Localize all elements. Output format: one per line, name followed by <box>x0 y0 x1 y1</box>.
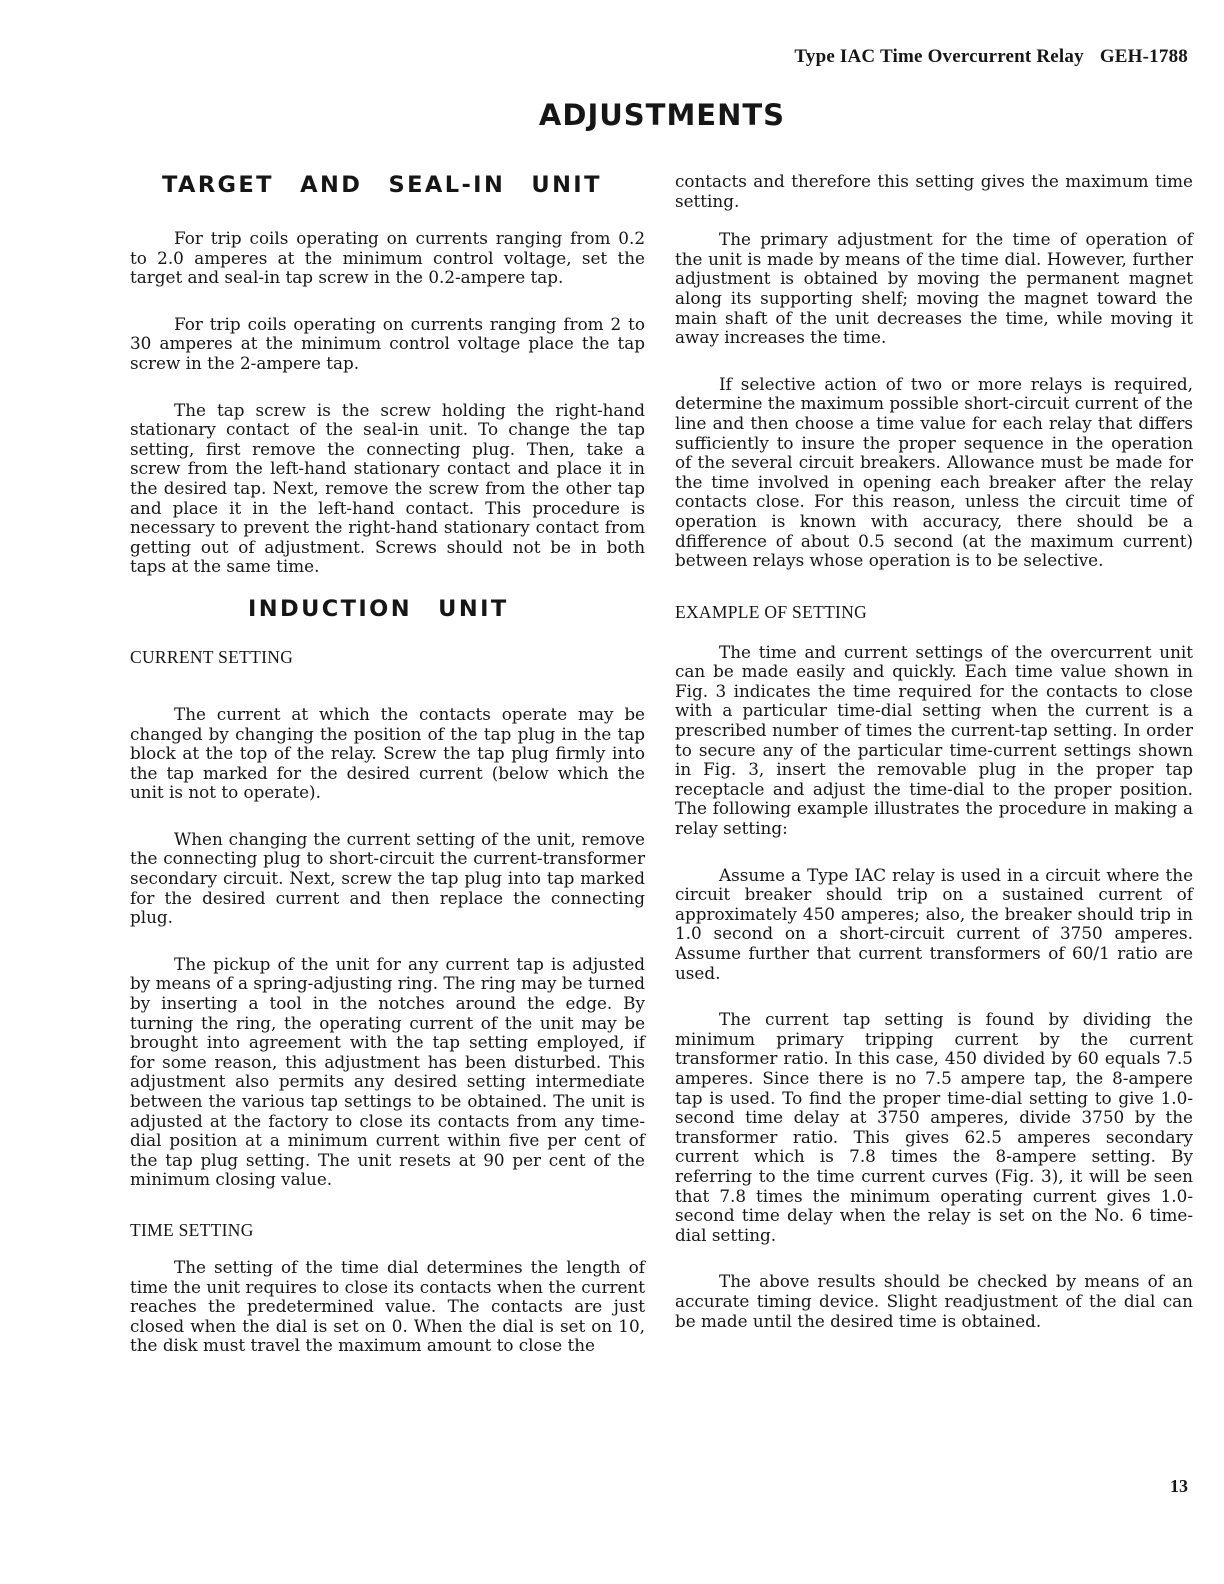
document-number: GEH-1788 <box>1099 46 1188 67</box>
paragraph: The above results should be checked by means of an accurate timing device. Slight readjustment of the dial can be made until the desired time is obtained. <box>675 1271 1193 1331</box>
paragraph: The time and current settings of the overcurrent unit can be made easily and quickly. Each time value shown in Fig. 3 indicates the time required for the contacts to close with a particular time-dial setting when the current is a prescribed number of times the current-tap setting. In order to secure any of the particular time-current settings shown in Fig. 3, insert the removable plug in the proper tap receptacle and adjust the time-dial to the proper position. The following example illustrates the procedure in making a relay setting: <box>675 641 1193 839</box>
paragraph: The current tap setting is found by dividing the minimum primary tripping current by the current transformer ratio. In this case, 450 divided by 60 equals 7.5 amperes. Since there is no 7.5 ampere tap, the 8-ampere tap is used. To find the proper time-dial setting to give 1.0-second time delay at 3750 amperes, divide 3750 by the transformer ratio. This gives 62.5 amperes secondary current which is 7.8 times the 8-ampere setting. By referring to the time current curves (Fig. 3), it will be seen that 7.8 times the minimum operating current gives 1.0-second time delay when the relay is set on the No. 6 time-dial setting. <box>675 1009 1193 1245</box>
right-column <box>675 172 1193 1350</box>
subheading-example-of-setting: EXAMPLE OF SETTING <box>675 601 868 622</box>
paragraph: If selective action of two or more relays is required, determine the maximum possible short-circuit current of the line and then choose a time value for each relay that differs sufficiently to insure the proper sequence in the operation of the several circuit breakers. Allowance must be made for the time involved in opening each breaker after the relay contacts close. For this reason, unless the circuit time of operation is known with accuracy, there should be a dfifference of about 0.5 second (at the maximum current) between relays whose operation is to be selective. <box>675 373 1193 571</box>
paragraph: For trip coils operating on currents ranging from 2 to 30 amperes at the minimum control voltage place the tap screw in the 2-ampere tap. <box>130 313 645 373</box>
section-heading-target-seal-in: TARGET AND SEAL-IN UNIT <box>162 172 602 198</box>
section-heading-induction-unit: INDUCTION UNIT <box>248 595 509 622</box>
paragraph: Assume a Type IAC relay is used in a circuit where the circuit breaker should trip on a sustained current of approximately 450 amperes; also, the breaker should trip in 1.0 second on a short-circuit current of 3750 amperes. Assume further that current transformers of 60/1 ratio are used. <box>675 864 1193 983</box>
subheading-current-setting: CURRENT SETTING <box>130 646 294 667</box>
paragraph: The pickup of the unit for any current tap is adjusted by means of a spring-adjusting ring. The ring may be turned by inserting a tool in the notches around the edge. By turning the ring, the operating current of the unit may be brought into agreement with the tap setting employed, if for some reason, this adjustment has been disturbed. This adjustment also permits any desired setting intermediate between the various tap settings to be obtained. The unit is adjusted at the factory to close its contacts from any time-dial position at a minimum current within five per cent of the tap plug setting. The unit resets at 90 per cent of the minimum closing value. <box>130 953 645 1190</box>
page-number: 13 <box>1170 1476 1188 1496</box>
left-column <box>130 172 645 1375</box>
paragraph: For trip coils operating on currents ranging from 0.2 to 2.0 amperes at the minimum control voltage, set the target and seal-in tap screw in the 0.2-ampere tap. <box>130 228 645 288</box>
paragraph: The tap screw is the screw holding the right-hand stationary contact of the seal-in unit. To change the tap setting, first remove the connecting plug. Then, take a screw from the left-hand stationary contact and place it in the desired tap. Next, remove the screw from the other tap and place it in the left-hand contact. This procedure is necessary to prevent the right-hand stationary contact from getting out of adjustment. Screws should not be in both taps at the same time. <box>130 399 645 577</box>
subheading-time-setting: TIME SETTING <box>130 1219 254 1240</box>
paragraph: The primary adjustment for the time of operation of the unit is made by means of the time dial. However, further adjustment is obtained by moving the permanent magnet along its supporting shelf; moving the magnet toward the main shaft of the unit decreases the time, while moving it away increases the time. <box>675 229 1193 348</box>
paragraph: The current at which the contacts operate may be changed by changing the position of the tap plug in the tap block at the top of the relay. Screw the tap plug firmly into the tap marked for the desired current (below which the unit is not to operate). <box>130 703 645 803</box>
running-header <box>794 46 1188 68</box>
paragraph: When changing the current setting of the unit, remove the connecting plug to short-circuit the current-transformer secondary circuit. Next, screw the tap plug into tap marked for the desired current and then replace the connecting plug. <box>130 828 645 928</box>
paragraph: The setting of the time dial determines the length of time the unit requires to close its contacts when the current reaches the predetermined value. The contacts are just closed when the dial is set on 0. When the dial is set on 10, the disk must travel the maximum amount to close the <box>130 1256 645 1356</box>
running-title: Type IAC Time Overcurrent Relay <box>794 46 1084 67</box>
page-title: ADJUSTMENTS <box>538 98 786 132</box>
paragraph-continuation: contacts and therefore this setting gives the maximum time setting. <box>675 171 1193 211</box>
